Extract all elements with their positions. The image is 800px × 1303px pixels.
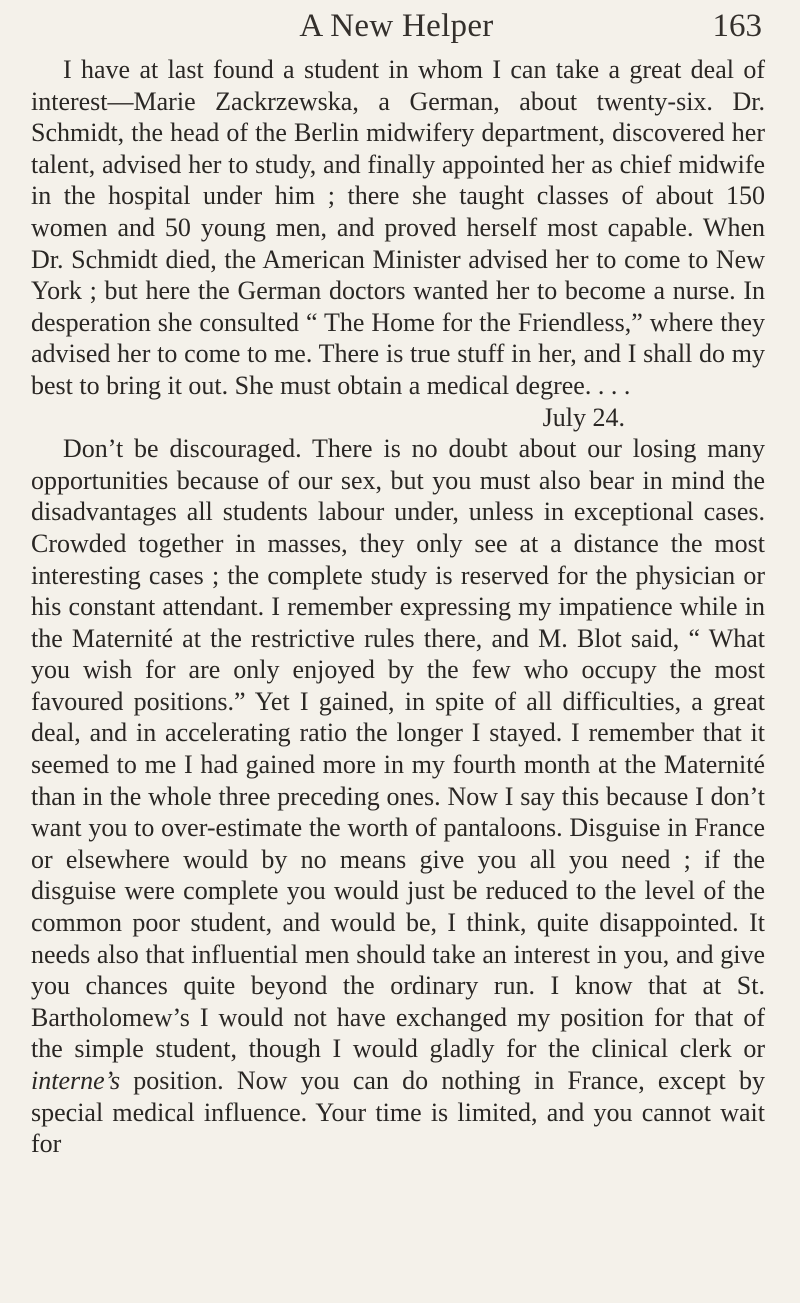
page-number: 163 xyxy=(712,8,762,44)
letter-paragraph-2 xyxy=(31,433,765,1160)
paragraph-text-end: position. Now you can do nothing in France, except by special medical influence. Your time is limited, and you cannot wait for xyxy=(31,1066,765,1159)
italic-term: interne’s xyxy=(31,1066,121,1095)
body-text xyxy=(31,54,765,1160)
running-title: A New Helper xyxy=(299,8,494,44)
letter-date: July 24. xyxy=(542,402,625,432)
running-head xyxy=(31,8,762,48)
paragraph-text-main: Don’t be discouraged. There is no doubt about our losing many opportunities because of our sex, but you must also bear in mind the disadvantages all students labour under, unless in exceptional cases. Crowded together in masses, they only see at a distance the most interesting cases ; the complete study is reserved for the physician or his constant attendant. I remember expressing my impatience while in the Maternité at the restrictive rules there, and M. Blot said, “ What you wish for are only enjoyed by the few who occupy the most favoured positions.” Yet I gained, in spite of all difficulties, a great deal, and in accelerating ratio the longer I stayed. I remember that it seemed to me I had gained more in my fourth month at the Maternité than in the whole three preceding ones. Now I say this because I don’t want you to over-estimate the worth of pantaloons. Disguise in France or elsewhere would by no means give you all you need ; if the disguise were complete you would just be reduced to the level of the common poor student, and would be, I think, quite disappointed. It needs also that influential men should take an interest in you, and give you chances quite beyond the ordinary run. I know that at St. Bartholomew’s I would not have exchanged my position for that of the simple student, though I would gladly for the clinical clerk or xyxy=(31,434,765,1064)
letter-paragraph: I have at last found a student in whom I can take a great deal of interest—Marie Zackrzewska, a German, about twenty-six. Dr. Schmidt, the head of the Berlin midwifery department, discovered her talent, advised her to study, and finally appointed her as chief midwife in the hospital under him ; there she taught classes of about 150 women and 50 young men, and proved herself most capable. When Dr. Schmidt died, the American Minister advised her to come to New York ; but here the German doctors wanted her to become a nurse. In desperation she consulted “ The Home for the Friendless,” where they advised her to come to me. There is true stuff in her, and I shall do my best to bring it out. She must obtain a medical degree. . . . xyxy=(31,55,765,400)
